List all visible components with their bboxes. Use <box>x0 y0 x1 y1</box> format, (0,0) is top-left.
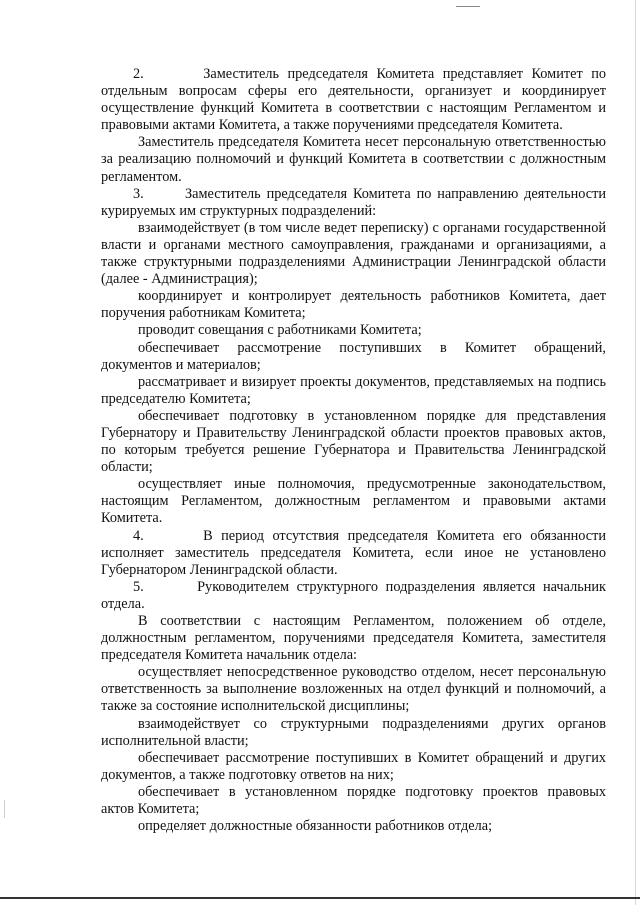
paragraph: осуществляет непосредственное руководство отделом, несет персональную ответственность за выполнение возложенных на отдел функций и полномочий, а также за состояние исполнительской дисциплины; <box>101 664 606 715</box>
paragraph: взаимодействует со структурными подразделениями других органов исполнительной власти; <box>101 715 606 749</box>
paragraph: Заместитель председателя Комитета несет персональную ответственностью за реализацию полномочий и функций Комитета в соответствии с должностным регламентом. <box>101 134 606 185</box>
scan-top-rule <box>456 6 480 7</box>
paragraph: обеспечивает подготовку в установленном порядке для представления Губернатору и Правительству Ленинградской области проектов правовых актов, по которым требуется решение Губернатора и Правительства Ленинградской области; <box>101 407 606 476</box>
paragraph: осуществляет иные полномочия, предусмотренные законодательством, настоящим Регламентом, должностным регламентом и правовыми актами Комитета. <box>101 476 606 527</box>
scan-left-mark <box>4 800 5 818</box>
scan-right-edge <box>635 0 636 905</box>
paragraph: взаимодействует (в том числе ведет переписку) с органами государственной власти и органами местного самоуправления, гражданами и организациями, а также структурными подразделениями Администрации Ленинградской области (далее - Администрация); <box>101 219 606 288</box>
paragraph: определяет должностные обязанности работников отдела; <box>138 818 493 835</box>
scan-bottom-rule <box>0 897 640 899</box>
document-body <box>101 66 606 835</box>
paragraph: рассматривает и визирует проекты документов, представляемых на подпись председателю Комитета; <box>101 373 606 407</box>
paragraph-item-4: 4. В период отсутствия председателя Комитета его обязанности исполняет заместитель председателя Комитета, если иное не установлено Губернатором Ленинградской области. <box>101 527 606 578</box>
paragraph: проводит совещания с работниками Комитета; <box>138 322 422 339</box>
paragraph-item-2: 2. Заместитель председателя Комитета представляет Комитет по отдельным вопросам сферы его деятельности, организует и координирует осуществление функций Комитета в соответствии с настоящим Регламентом и правовыми актами Комитета, а также поручениями председателя Комитета. <box>101 66 606 134</box>
paragraph-item-5: 5. Руководителем структурного подразделения является начальник отдела. <box>101 578 606 612</box>
paragraph: В соответствии с настоящим Регламентом, положением об отделе, должностным регламентом, поручениями председателя Комитета, заместителя председателя Комитета начальник отдела: <box>101 613 606 664</box>
paragraph: координирует и контролирует деятельность работников Комитета, дает поручения работникам Комитета; <box>101 288 606 322</box>
paragraph: обеспечивает рассмотрение поступивших в Комитет обращений, документов и материалов; <box>101 339 606 373</box>
paragraph: обеспечивает в установленном порядке подготовку проектов правовых актов Комитета; <box>101 783 606 818</box>
paragraph-item-3: 3. Заместитель председателя Комитета по направлению деятельности курируемых им структурных подразделений: <box>101 185 606 219</box>
paragraph: обеспечивает рассмотрение поступивших в Комитет обращений и других документов, а также подготовку ответов на них; <box>101 749 606 783</box>
